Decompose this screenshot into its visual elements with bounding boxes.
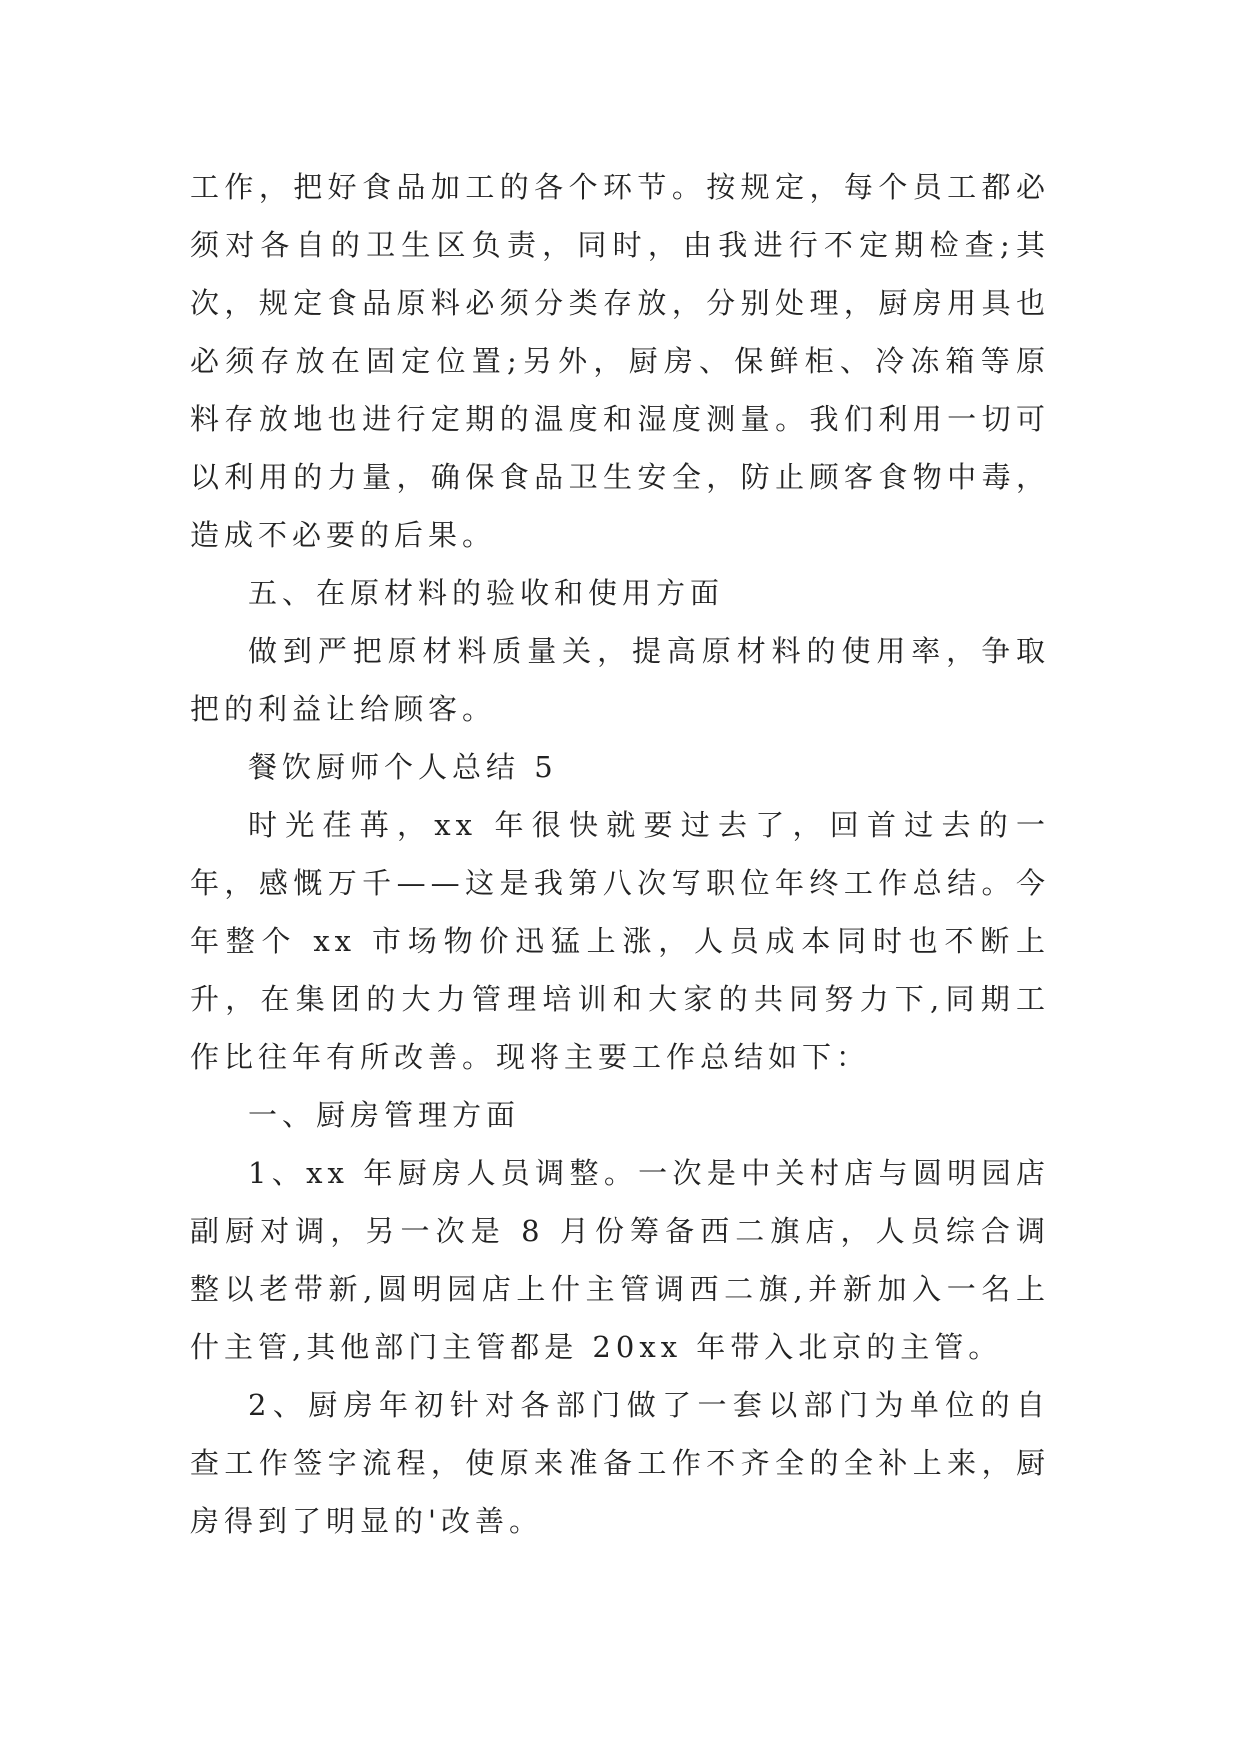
document-body xyxy=(190,158,1050,1550)
section-heading-1: 一、厨房管理方面 xyxy=(248,1098,521,1132)
paragraph-item-1: 1、xx 年厨房人员调整。一次是中关村店与圆明园店副厨对调，另一次是 8 月份筹备西二旗店，人员综合调整以老带新,圆明园店上什主管调西二旗,并新加入一名上什主管,其他部门主管都是 20xx 年带入北京的主管。 xyxy=(190,1156,1050,1364)
paragraph: 时光荏苒，xx 年很快就要过去了，回首过去的一年，感慨万千——这是我第八次写职位年终工作总结。今年整个 xx 市场物价迅猛上涨，人员成本同时也不断上升，在集团的大力管理培训和大家的共同努力下,同期工作比往年有所改善。现将主要工作总结如下： xyxy=(190,808,1050,1074)
paragraph: 做到严把原材料质量关，提高原材料的使用率，争取把的利益让给顾客。 xyxy=(190,634,1050,726)
paragraph-continued: 工作，把好食品加工的各个环节。按规定，每个员工都必须对各自的卫生区负责，同时，由我进行不定期检查;其次，规定食品原料必须分类存放，分别处理，厨房用具也必须存放在固定位置;另外，厨房、保鲜柜、冷冻箱等原料存放地也进行定期的温度和湿度测量。我们利用一切可以利用的力量，确保食品卫生安全，防止顾客食物中毒，造成不必要的后果。 xyxy=(190,170,1050,552)
article-title: 餐饮厨师个人总结 5 xyxy=(248,750,558,784)
section-heading-5: 五、在原材料的验收和使用方面 xyxy=(248,576,725,610)
paragraph-item-2: 2、厨房年初针对各部门做了一套以部门为单位的自查工作签字流程，使原来准备工作不齐全的全补上来，厨房得到了明显的'改善。 xyxy=(190,1388,1050,1538)
